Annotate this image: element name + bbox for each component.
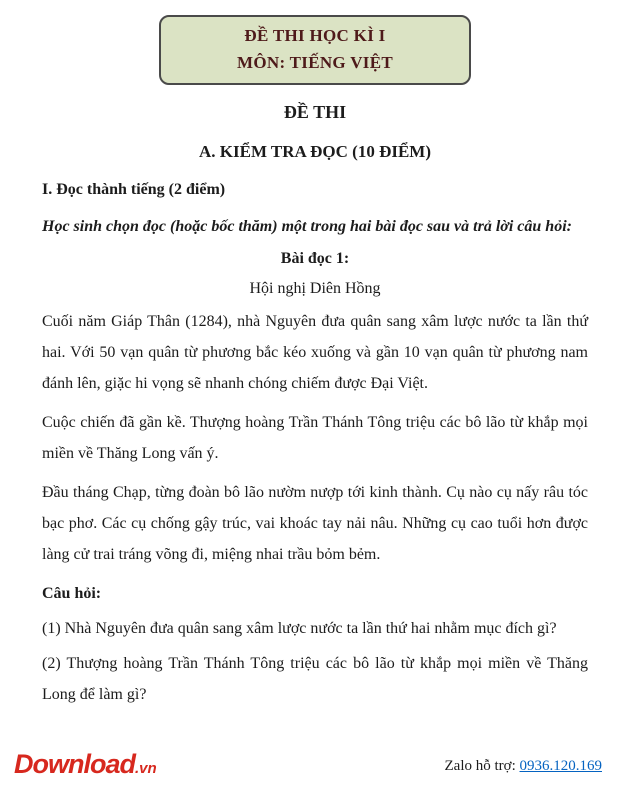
questions-label: Câu hỏi:	[42, 585, 102, 602]
document-title: ĐỀ THI	[283, 102, 347, 122]
section-a-heading: A. KIỂM TRA ĐỌC (10 ĐIỂM)	[198, 142, 432, 161]
subsection-i-heading: I. Đọc thành tiếng (2 điểm)	[42, 181, 226, 198]
zalo-support-phone-link[interactable]: 0936.120.169	[519, 758, 602, 774]
exam-header-box	[159, 15, 471, 85]
download-vn-logo-text: Download	[14, 749, 135, 779]
question-2: (2) Thượng hoàng Trần Thánh Tông triệu các bô lão từ khắp mọi miền về Thăng Long để làm gì?	[42, 655, 588, 703]
reading-paragraph-1: Cuối năm Giáp Thân (1284), nhà Nguyên đưa quân sang xâm lược nước ta lần thứ hai. Với 50 vạn quân từ phương bắc kéo xuống và gần 10 vạn quân từ phương nam đánh lên, giặc hi vọng sẽ nhanh chóng chiếm được Đại Việt.	[42, 313, 588, 392]
reading-paragraph-3: Đầu tháng Chạp, từng đoàn bô lão nườm nượp tới kinh thành. Cụ nào cụ nấy râu tóc bạc phơ. Các cụ chống gậy trúc, vai khoác tay nải nâu. Những cụ cao tuổi hơn được làng cử trai tráng võng đi, miệng nhai trầu bỏm bẻm.	[42, 484, 588, 563]
exam-header-line-2: MÔN: TIẾNG VIỆT	[237, 53, 393, 72]
instruction-text: Học sinh chọn đọc (hoặc bốc thăm) một trong hai bài đọc sau và trả lời câu hỏi:	[42, 218, 572, 235]
download-vn-logo[interactable]	[14, 749, 157, 781]
reading-1-label: Bài đọc 1:	[280, 250, 350, 267]
reading-paragraph-2: Cuộc chiến đã gần kề. Thượng hoàng Trần Thánh Tông triệu các bô lão từ khắp mọi miền về Thăng Long vấn ý.	[42, 414, 588, 462]
reading-1-title: Hội nghị Diên Hồng	[249, 280, 381, 297]
zalo-support-label: Zalo hỗ trợ:	[444, 758, 516, 774]
zalo-support	[445, 758, 603, 775]
question-1: (1) Nhà Nguyên đưa quân sang xâm lược nước ta lần thứ hai nhằm mục đích gì?	[42, 620, 557, 637]
exam-header-line-1: ĐỀ THI HỌC KÌ I	[244, 26, 386, 45]
download-vn-logo-suffix: .vn	[135, 760, 157, 777]
